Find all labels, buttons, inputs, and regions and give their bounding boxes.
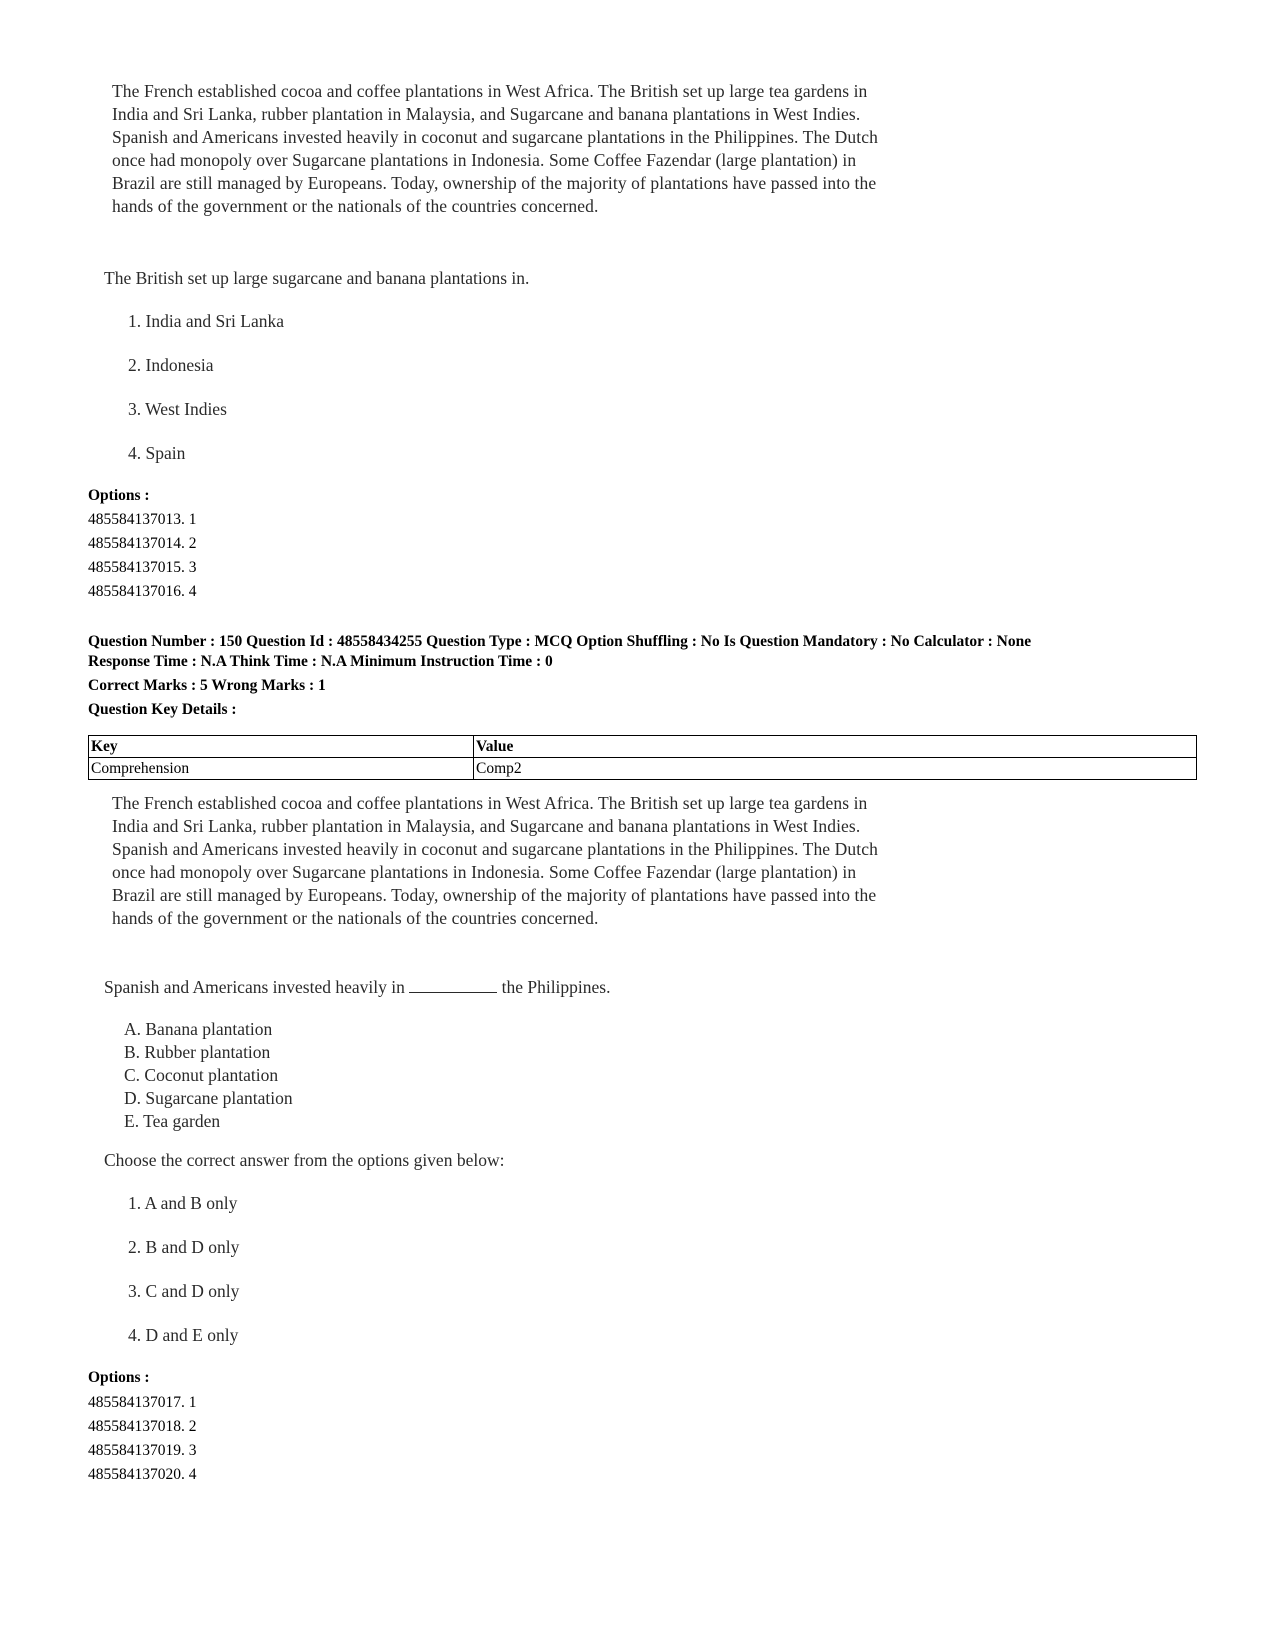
passage-line: India and Sri Lanka, rubber plantation in Malaysia, and Sugarcane and banana plantations in West Indies.: [112, 816, 861, 836]
passage-line: hands of the government or the nationals of the countries concerned.: [112, 196, 599, 216]
passage-line: once had monopoly over Sugarcane plantations in Indonesia. Some Coffee Fazendar (large plantation) in: [112, 862, 857, 882]
question-meta-line-1: Question Number : 150 Question Id : 48558434255 Question Type : MCQ Option Shuffling : No Is Question Mandatory : No Calculator : None: [88, 633, 1032, 650]
choice-item: 4. D and E only: [128, 1325, 239, 1345]
statement-item: A. Banana plantation: [124, 1019, 273, 1039]
choice-item: 2. Indonesia: [128, 355, 214, 375]
passage-line: once had monopoly over Sugarcane plantations in Indonesia. Some Coffee Fazendar (large plantation) in: [112, 150, 857, 170]
options-list-2: [88, 1391, 197, 1487]
passage-line: The French established cocoa and coffee plantations in West Africa. The British set up large tea gardens in: [112, 81, 868, 101]
passage-line: Brazil are still managed by Europeans. Today, ownership of the majority of plantations have passed into the: [112, 885, 877, 905]
question-meta-line-2: Response Time : N.A Think Time : N.A Minimum Instruction Time : 0: [88, 653, 553, 670]
option-id: 485584137016. 4: [88, 583, 197, 600]
table-row: [89, 758, 1197, 780]
question-text-1: The British set up large sugarcane and banana plantations in.: [104, 268, 530, 288]
fill-in-blank: [409, 978, 497, 993]
choice-item: 1. A and B only: [128, 1193, 238, 1213]
question-text-after-blank: the Philippines.: [501, 977, 611, 997]
option-id: 485584137015. 3: [88, 559, 197, 576]
statement-list: [124, 1018, 293, 1133]
statement-item: E. Tea garden: [124, 1111, 221, 1131]
options-label: Options :: [88, 487, 150, 504]
question-text-2: [104, 977, 610, 998]
statement-item: D. Sugarcane plantation: [124, 1088, 293, 1108]
choice-item: 1. India and Sri Lanka: [128, 311, 284, 331]
passage-2: [112, 792, 972, 930]
option-id: 485584137013. 1: [88, 511, 197, 528]
question-marks: Correct Marks : 5 Wrong Marks : 1: [88, 677, 326, 694]
option-id: 485584137019. 3: [88, 1442, 197, 1459]
table-header-row: [89, 736, 1197, 758]
option-id: 485584137020. 4: [88, 1466, 197, 1483]
choice-item: 3. C and D only: [128, 1281, 240, 1301]
choice-item: 4. Spain: [128, 443, 186, 463]
passage-1: [112, 80, 972, 218]
key-details-table: [88, 735, 1197, 780]
table-header-key: Key: [89, 736, 474, 758]
table-cell-value: Comp2: [474, 758, 1197, 780]
passage-line: hands of the government or the nationals of the countries concerned.: [112, 908, 599, 928]
passage-line: India and Sri Lanka, rubber plantation in Malaysia, and Sugarcane and banana plantations in West Indies.: [112, 104, 861, 124]
option-id: 485584137014. 2: [88, 535, 197, 552]
options-list-1: [88, 508, 197, 604]
instruction-text: Choose the correct answer from the options given below:: [104, 1150, 505, 1170]
statement-item: C. Coconut plantation: [124, 1065, 279, 1085]
option-id: 485584137018. 2: [88, 1418, 197, 1435]
question-text-before-blank: Spanish and Americans invested heavily in: [104, 977, 405, 997]
passage-line: Brazil are still managed by Europeans. Today, ownership of the majority of plantations have passed into the: [112, 173, 877, 193]
statement-item: B. Rubber plantation: [124, 1042, 271, 1062]
table-cell-key: Comprehension: [89, 758, 474, 780]
passage-line: Spanish and Americans invested heavily in coconut and sugarcane plantations in the Philippines. The Dutch: [112, 127, 878, 147]
choice-item: 2. B and D only: [128, 1237, 240, 1257]
passage-line: Spanish and Americans invested heavily in coconut and sugarcane plantations in the Philippines. The Dutch: [112, 839, 878, 859]
key-details-label: Question Key Details :: [88, 701, 237, 718]
option-id: 485584137017. 1: [88, 1394, 197, 1411]
options-label: Options :: [88, 1369, 150, 1386]
choice-item: 3. West Indies: [128, 399, 227, 419]
passage-line: The French established cocoa and coffee plantations in West Africa. The British set up large tea gardens in: [112, 793, 868, 813]
table-header-value: Value: [474, 736, 1197, 758]
